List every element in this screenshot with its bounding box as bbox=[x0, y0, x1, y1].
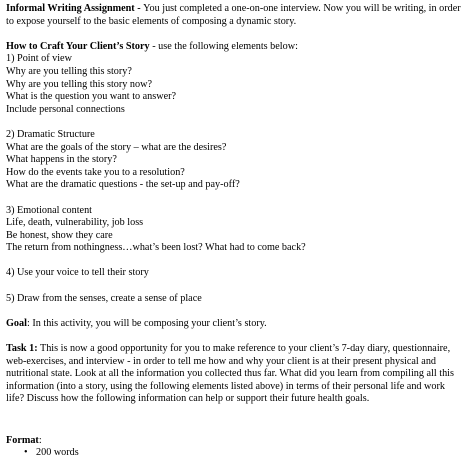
craft-title: How to Craft Your Client’s Story bbox=[6, 40, 150, 52]
task-line-1 bbox=[6, 343, 468, 356]
format-heading bbox=[6, 435, 468, 448]
section-1-line: Why are you telling this story? bbox=[6, 65, 132, 77]
section-1-line: Why are you telling this story now? bbox=[6, 78, 152, 90]
section-2-line: What happens in the story? bbox=[6, 154, 117, 166]
goal-label: Goal bbox=[6, 317, 27, 329]
section-3-line: The return from nothingness…what’s been lost? What had to come back? bbox=[6, 242, 306, 254]
section-5-heading: 5) Draw from the senses, create a sense of place bbox=[6, 292, 202, 304]
task-text-1: This is now a good opportunity for you to make reference to your client’s 7-day diary, questionnaire, bbox=[37, 343, 451, 355]
task-line: nutritional state. Look at all the information you collected thus far. What did you learn from compiling all this bbox=[6, 368, 454, 380]
section-4-heading: 4) Use your voice to tell their story bbox=[6, 267, 149, 279]
format-bullet-item bbox=[6, 447, 468, 460]
format-colon: : bbox=[38, 434, 42, 446]
section-1-line: What is the question you want to answer? bbox=[6, 91, 177, 103]
section-3-line: Life, death, vulnerability, job loss bbox=[6, 217, 144, 229]
assignment-title: Informal Writing Assignment - bbox=[6, 3, 144, 14]
section-2-line: How do the events take you to a resolution? bbox=[6, 166, 185, 178]
task-line: information (into a story, using the following elements listed above) in terms of their personal life and work bbox=[6, 380, 445, 392]
document-body bbox=[6, 3, 468, 460]
section-2-line: What are the dramatic questions - the set-up and pay-off? bbox=[6, 179, 240, 191]
task-line: life? Discuss how the following information can help or support their future health goals. bbox=[6, 393, 370, 405]
intro-line-1 bbox=[6, 3, 468, 16]
task-line: web-exercises, and interview - in order to tell me how and why your client is at their present physical and bbox=[6, 355, 437, 367]
task-label: Task 1: bbox=[6, 343, 38, 355]
intro-text-1: You just completed a one-on-one interview. Now you will be writing, in order bbox=[143, 3, 461, 14]
section-3-line: Be honest, show they care bbox=[6, 229, 113, 241]
section-3-heading: 3) Emotional content bbox=[6, 204, 93, 216]
section-1-line: Include personal connections bbox=[6, 103, 125, 115]
intro-line-2: to expose yourself to the basic elements of composing a dynamic story. bbox=[6, 15, 297, 27]
format-item-text: 200 words bbox=[36, 447, 79, 459]
bullet-icon: • bbox=[24, 447, 28, 459]
craft-text: - use the following elements below: bbox=[149, 40, 298, 52]
craft-heading bbox=[6, 41, 468, 54]
format-label: Format bbox=[6, 434, 39, 446]
section-2-heading: 2) Dramatic Structure bbox=[6, 128, 95, 140]
section-2-line: What are the goals of the story – what are the desires? bbox=[6, 141, 227, 153]
goal-text: : In this activity, you will be composing your client’s story. bbox=[26, 317, 267, 329]
goal-paragraph bbox=[6, 318, 468, 331]
section-1-heading: 1) Point of view bbox=[6, 53, 72, 65]
